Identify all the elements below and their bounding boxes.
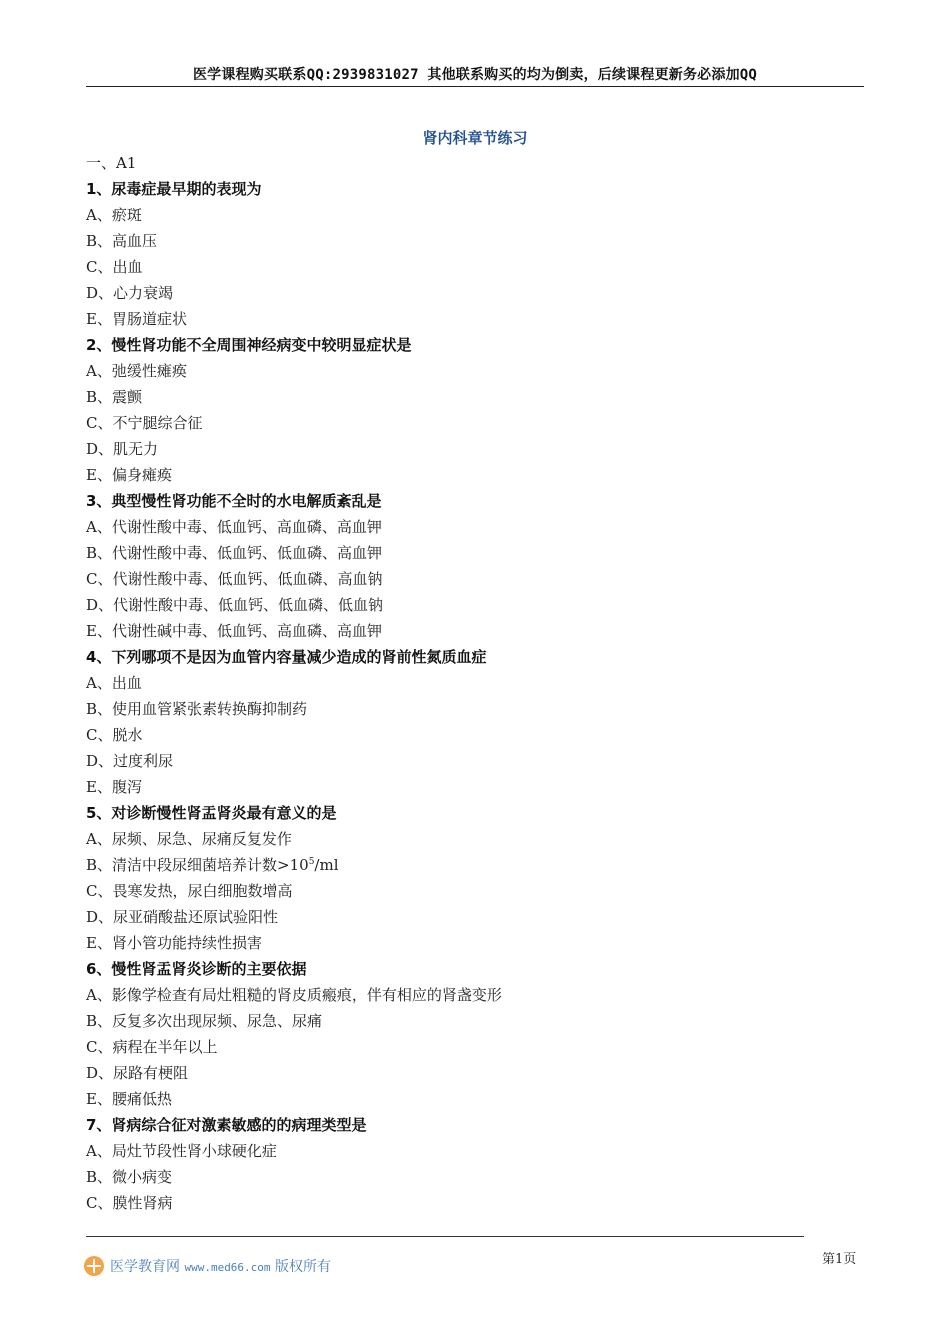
answer-option: C、不宁腿综合征 bbox=[86, 414, 203, 432]
footer-brand bbox=[84, 1256, 331, 1276]
question-stem: 3、典型慢性肾功能不全时的水电解质紊乱是 bbox=[86, 492, 382, 510]
footer-site-name: 医学教育网 bbox=[110, 1259, 180, 1275]
footer-divider bbox=[86, 1236, 804, 1237]
answer-option: E、腹泻 bbox=[86, 778, 142, 796]
answer-option: C、代谢性酸中毒、低血钙、低血磷、高血钠 bbox=[86, 570, 383, 588]
answer-option: C、出血 bbox=[86, 258, 143, 276]
option-exponent: 5 bbox=[308, 857, 315, 867]
answer-option: A、瘀斑 bbox=[86, 206, 142, 224]
question-stem: 4、下列哪项不是因为血管内容量减少造成的肾前性氮质血症 bbox=[86, 648, 487, 666]
question-stem: 5、对诊断慢性肾盂肾炎最有意义的是 bbox=[86, 804, 337, 822]
answer-option: E、偏身瘫痪 bbox=[86, 466, 172, 484]
footer-site-url: www.med66.com bbox=[184, 1261, 271, 1274]
answer-option: D、尿亚硝酸盐还原试验阳性 bbox=[86, 908, 279, 926]
answer-option: A、代谢性酸中毒、低血钙、高血磷、高血钾 bbox=[86, 518, 382, 536]
answer-option: A、局灶节段性肾小球硬化症 bbox=[86, 1142, 277, 1160]
question-stem: 6、慢性肾盂肾炎诊断的主要依据 bbox=[86, 960, 307, 978]
question-stem: 2、慢性肾功能不全周围神经病变中较明显症状是 bbox=[86, 336, 412, 354]
answer-option: B、微小病变 bbox=[86, 1168, 173, 1186]
answer-option: B、震颤 bbox=[86, 388, 143, 406]
answer-option: B、代谢性酸中毒、低血钙、低血磷、高血钾 bbox=[86, 544, 383, 562]
answer-option: C、病程在半年以上 bbox=[86, 1038, 218, 1056]
answer-option: B、反复多次出现尿频、尿急、尿痛 bbox=[86, 1012, 323, 1030]
answer-option: D、过度利尿 bbox=[86, 752, 174, 770]
answer-option: D、心力衰竭 bbox=[86, 284, 174, 302]
question-list bbox=[86, 150, 846, 1216]
answer-option: C、畏寒发热，尿白细胞数增高 bbox=[86, 882, 293, 900]
section-heading: 一、A1 bbox=[86, 154, 137, 172]
answer-option: B、使用血管紧张素转换酶抑制药 bbox=[86, 700, 308, 718]
footer-site-text bbox=[110, 1256, 331, 1276]
answer-option: A、出血 bbox=[86, 674, 142, 692]
answer-option: A、弛缓性瘫痪 bbox=[86, 362, 187, 380]
question-stem: 1、尿毒症最早期的表现为 bbox=[86, 180, 262, 198]
question-stem: 7、肾病综合征对激素敏感的的病理类型是 bbox=[86, 1116, 367, 1134]
page-number: 第1页 bbox=[822, 1252, 857, 1267]
answer-option: E、代谢性碱中毒、低血钙、高血磷、高血钾 bbox=[86, 622, 382, 640]
answer-option: C、脱水 bbox=[86, 726, 143, 744]
answer-option: D、代谢性酸中毒、低血钙、低血磷、低血钠 bbox=[86, 596, 384, 614]
answer-option: A、尿频、尿急、尿痛反复发作 bbox=[86, 830, 292, 848]
answer-option: E、腰痛低热 bbox=[86, 1090, 172, 1108]
answer-option: B、高血压 bbox=[86, 232, 158, 250]
answer-option: C、膜性肾病 bbox=[86, 1194, 173, 1212]
option-unit: /ml bbox=[314, 856, 339, 874]
answer-option: D、肌无力 bbox=[86, 440, 159, 458]
med66-logo-icon bbox=[84, 1256, 104, 1276]
answer-option: E、胃肠道症状 bbox=[86, 310, 187, 328]
answer-option: E、肾小管功能持续性损害 bbox=[86, 934, 262, 952]
page-header: 医学课程购买联系QQ:2939831027 其他联系购买的均为倒卖，后续课程更新务必添加QQ bbox=[192, 67, 758, 83]
document-title: 肾内科章节练习 bbox=[422, 129, 528, 147]
footer-rights: 版权所有 bbox=[275, 1259, 331, 1275]
answer-option: A、影像学检查有局灶粗糙的肾皮质瘢痕，伴有相应的肾盏变形 bbox=[86, 986, 502, 1004]
answer-option: D、尿路有梗阻 bbox=[86, 1064, 189, 1082]
questions-container bbox=[86, 176, 846, 1216]
header-divider bbox=[86, 86, 864, 87]
answer-option bbox=[86, 852, 846, 878]
option-text: B、清洁中段尿细菌培养计数>10 bbox=[86, 856, 309, 874]
